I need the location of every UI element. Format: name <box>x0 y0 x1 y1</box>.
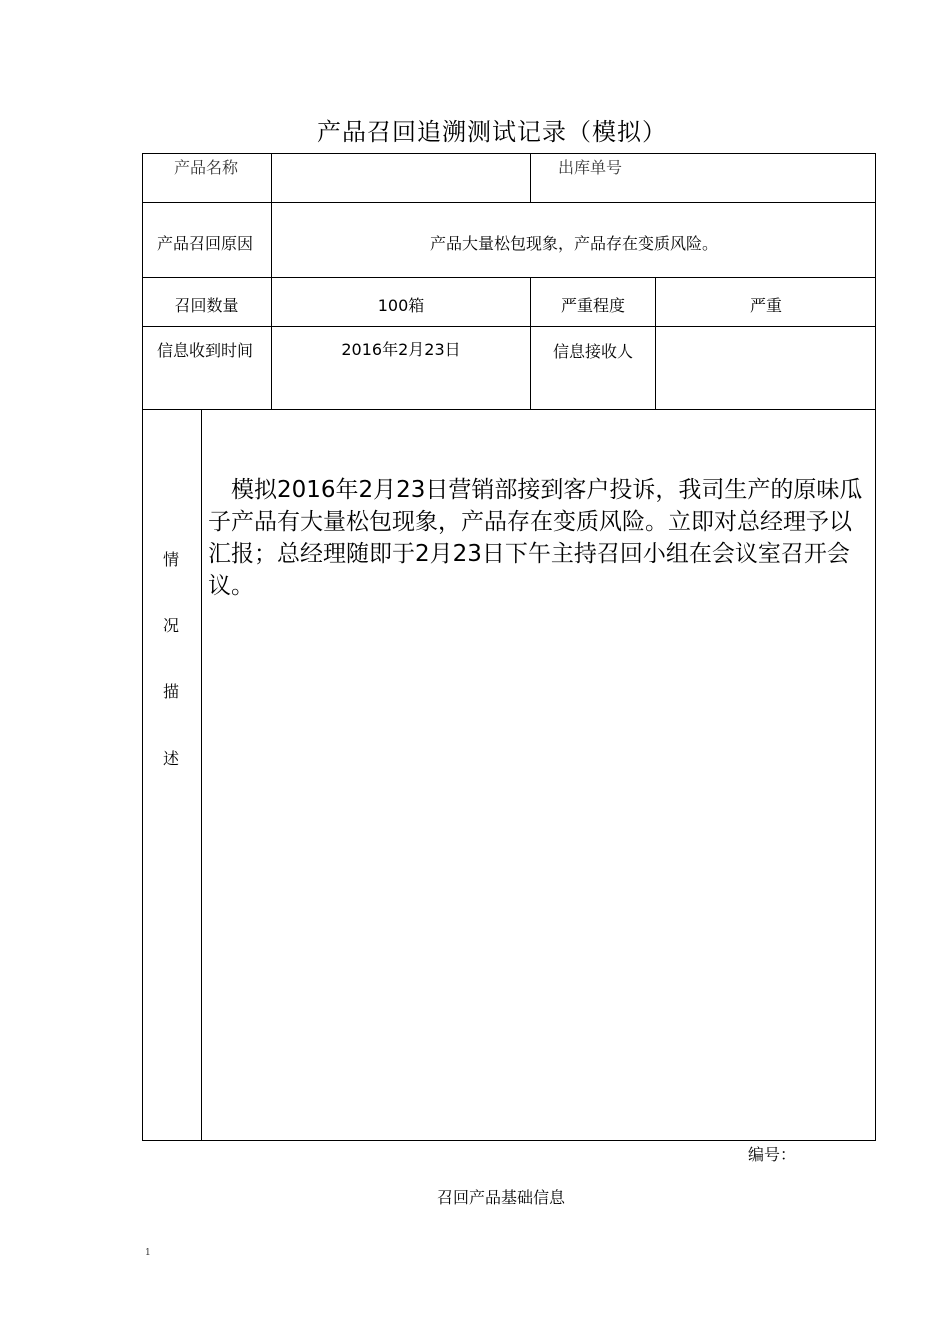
column-divider <box>530 153 531 203</box>
row-divider <box>142 409 876 410</box>
received-time-value: 2016年2月23日 <box>341 340 461 359</box>
description-label-char: 述 <box>162 749 179 768</box>
row-divider <box>142 202 876 203</box>
severity-label: 严重程度 <box>560 296 625 315</box>
recall-qty-label: 召回数量 <box>174 296 239 315</box>
page-number: 1 <box>145 1248 151 1258</box>
severity-value: 严重 <box>749 296 782 315</box>
delivery-no-label: 出库单号 <box>558 158 623 177</box>
description-label-column <box>142 410 201 1141</box>
received-time-label: 信息收到时间 <box>157 341 254 360</box>
product-name-label: 产品名称 <box>174 158 239 177</box>
recall-reason-value: 产品大量松包现象，产品存在变质风险。 <box>429 234 718 253</box>
document-title: 产品召回追溯测试记录（模拟） <box>317 118 667 146</box>
recall-reason-label: 产品召回原因 <box>157 234 254 253</box>
situation-description: 模拟2016年2月23日营销部接到客户投诉，我司生产的原味瓜子产品有大量松包现象，产品存在变质风险。立即对总经理予以汇报；总经理随即于2月23日下午主持召回小组在会议室召开会议。 <box>208 477 863 599</box>
description-label-char: 况 <box>162 616 179 635</box>
serial-number-label: 编号： <box>748 1145 797 1164</box>
recall-qty-value: 100箱 <box>377 296 425 315</box>
row-divider <box>142 277 876 278</box>
row-divider <box>142 326 876 327</box>
section-subtitle: 召回产品基础信息 <box>436 1188 565 1207</box>
column-divider <box>271 153 272 410</box>
description-label-char: 情 <box>162 550 179 569</box>
receiver-label: 信息接收人 <box>552 342 633 361</box>
column-divider <box>201 409 202 1141</box>
description-label-char: 描 <box>162 682 179 701</box>
